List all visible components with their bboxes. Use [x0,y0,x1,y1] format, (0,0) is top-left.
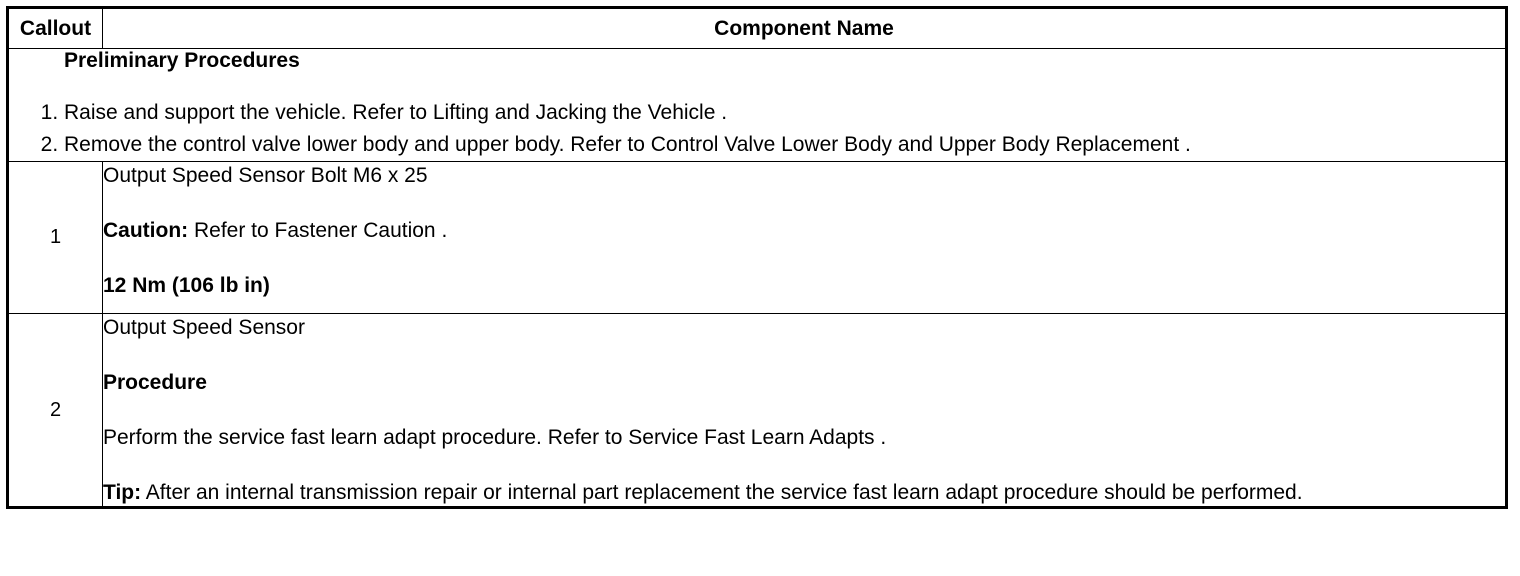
preliminary-step: 2. Remove the control valve lower body and upper body. Refer to Control Valve Lower Body and Upper Body Replacement . [64,129,1505,161]
procedure-table [6,6,1508,509]
callout-number: 2 [8,314,103,508]
preliminary-title: Preliminary Procedures [64,49,300,72]
component-name-header: Component Name [103,8,1507,49]
component-cell [103,162,1507,314]
component-cell [103,314,1507,508]
preliminary-step: 1. Raise and support the vehicle. Refer to Lifting and Jacking the Vehicle . [64,97,1505,129]
procedure-text: Perform the service fast learn adapt procedure. Refer to Service Fast Learn Adapts . [103,426,887,449]
header-row [8,8,1507,49]
procedure-heading [103,369,1505,396]
procedure-label: Procedure [103,371,207,394]
caution-note [103,217,1505,244]
component-name: Output Speed Sensor [103,316,305,339]
table-row [8,162,1507,314]
preliminary-steps [9,97,1505,161]
caution-text: Refer to Fastener Caution . [188,219,448,242]
tip-text: After an internal transmission repair or internal part replacement the service fast learn adapt procedure should be performed. [141,481,1303,504]
tip-label: Tip: [103,481,142,504]
torque-spec [103,272,1505,299]
callout-number: 1 [8,162,103,314]
preliminary-row [8,49,1507,162]
callout-header: Callout [8,8,103,49]
table-row [8,314,1507,508]
caution-label: Caution: [103,219,189,242]
torque-value: 12 Nm (106 lb in) [103,274,270,297]
tip-note [103,479,1505,506]
component-name: Output Speed Sensor Bolt M6 x 25 [103,164,428,187]
preliminary-cell [8,49,1507,162]
